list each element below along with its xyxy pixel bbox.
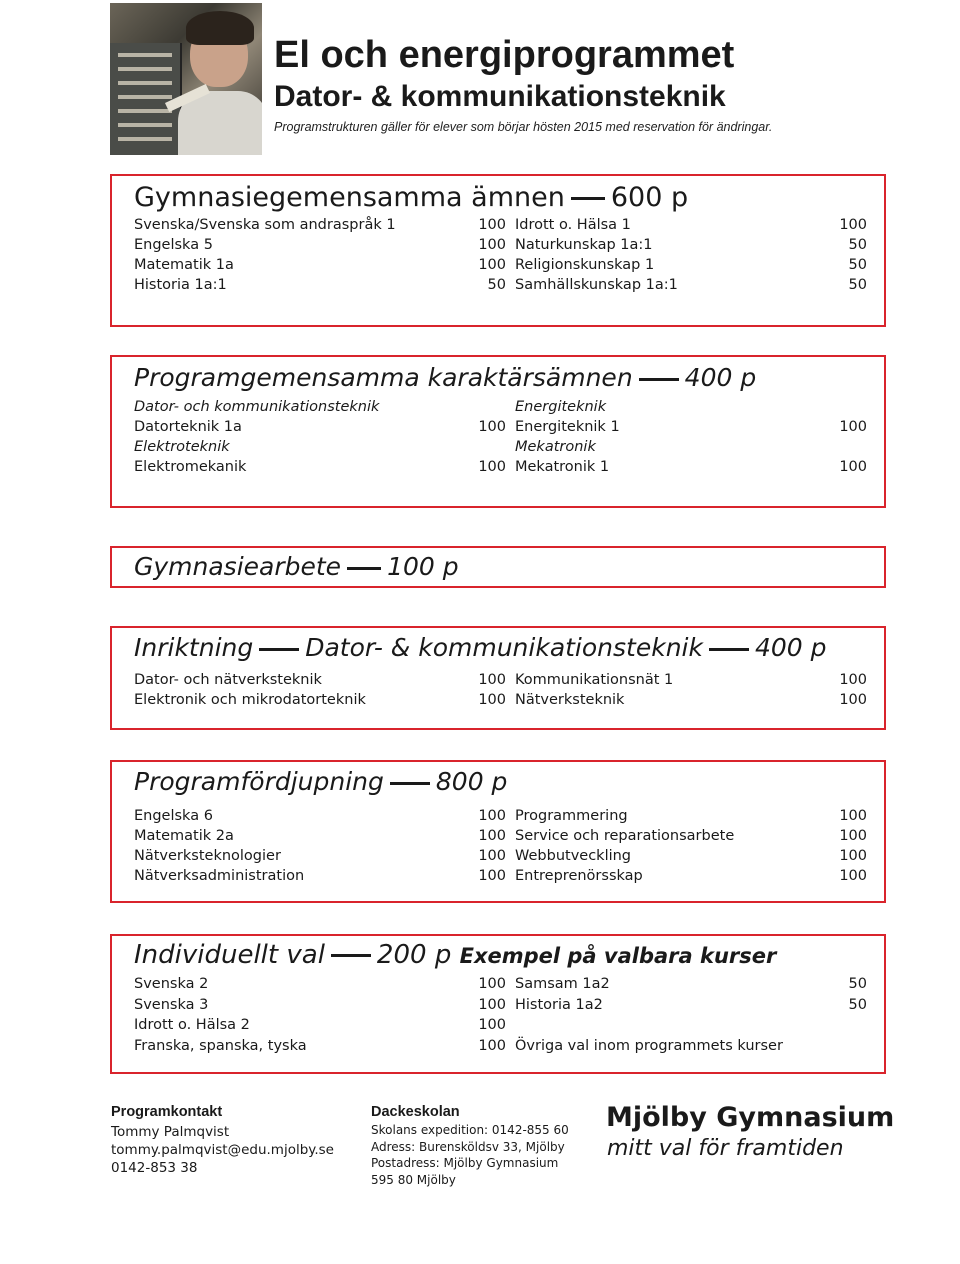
student-hair [186, 11, 254, 45]
section-heading: Programgemensamma karaktärsämnen 400 p [134, 363, 757, 392]
section-heading: Gymnasiearbete 100 p [134, 552, 459, 581]
section-inriktning: Inriktning Dator- & kommunikationsteknik 400 p Dator- och nätverksteknik 100 Elektronik och mikrodatorteknik 100 Kommunikationsnät 1 100 Nätverksteknik 100 [110, 626, 886, 730]
section-individuellt-val: Individuellt val 200 p Exempel på valbara kurser Svenska 2 100 Svenska 3 100 Idrott o. Hälsa 2 100 Franska, spanska, tyska 100 Samsam 1a2 50 Historia 1a2 50 Övriga val inom programmets kurser [110, 934, 886, 1074]
page-subtitle: Dator- & kommunikationsteknik [274, 80, 726, 113]
dash [347, 567, 381, 570]
page-title: El och energiprogrammet [274, 34, 735, 76]
section-programfordjupning: Programfördjupning 800 p Engelska 6 100 Matematik 2a 100 Nätverksteknologier 100 Nätverksadministration 100 Programmering 100 Service och reparationsarbete 100 Webbutveckling 100 Entreprenörsskap 100 [110, 760, 886, 903]
dash [390, 782, 430, 785]
section-gymnasiearbete [110, 546, 886, 588]
contact-email[interactable]: tommy.palmqvist@edu.mjolby.se [111, 1142, 334, 1158]
contact-phone: 0142-853 38 [111, 1160, 198, 1176]
section-heading: Individuellt val 200 p Exempel på valbara kurser [134, 940, 777, 970]
school-city: 595 80 Mjölby [371, 1173, 456, 1187]
school-heading: Dackeskolan [371, 1104, 460, 1120]
dash [331, 954, 371, 957]
contact-name: Tommy Palmqvist [111, 1124, 230, 1140]
section-heading: Programfördjupning 800 p [134, 767, 508, 796]
school-slogan: mitt val för framtiden [607, 1136, 844, 1161]
section-karaktarsamnen: Programgemensamma karaktärsämnen 400 p Dator- och kommunikationsteknik Datorteknik 1a 100 Elektroteknik Elektromekanik 100 Energiteknik Energiteknik 1 100 Mekatronik Mekatronik 1 100 [110, 355, 886, 508]
disclaimer-note: Programstrukturen gäller för elever som börjar hösten 2015 med reservation för ändringar. [274, 120, 773, 134]
school-postal: Postadress: Mjölby Gymnasium [371, 1156, 559, 1170]
dash [571, 197, 605, 200]
dash [259, 648, 299, 651]
header-photo [110, 3, 262, 155]
section-heading: Gymnasiegemensamma ämnen 600 p [134, 182, 689, 213]
contact-heading: Programkontakt [111, 1104, 223, 1120]
dash [639, 378, 679, 381]
dash [709, 648, 749, 651]
school-brand-logo: Mjölby Gymnasium [606, 1102, 895, 1133]
section-gymnasiegemensamma: Gymnasiegemensamma ämnen 600 p Svenska/Svenska som andraspråk 1 100 Engelska 5 100 Matematik 1a 100 Historia 1a:1 50 Idrott o. Hälsa 1 100 Naturkunskap 1a:1 50 Religionskunskap 1 50 Samhällskunskap 1a:1 50 [110, 174, 886, 327]
section-heading: Inriktning Dator- & kommunikationsteknik 400 p [134, 633, 827, 662]
school-address: Adress: Burensköldsv 33, Mjölby [371, 1140, 565, 1154]
section-subheading: Exempel på valbara kurser [459, 944, 777, 968]
school-phone: Skolans expedition: 0142-855 60 [371, 1123, 569, 1137]
